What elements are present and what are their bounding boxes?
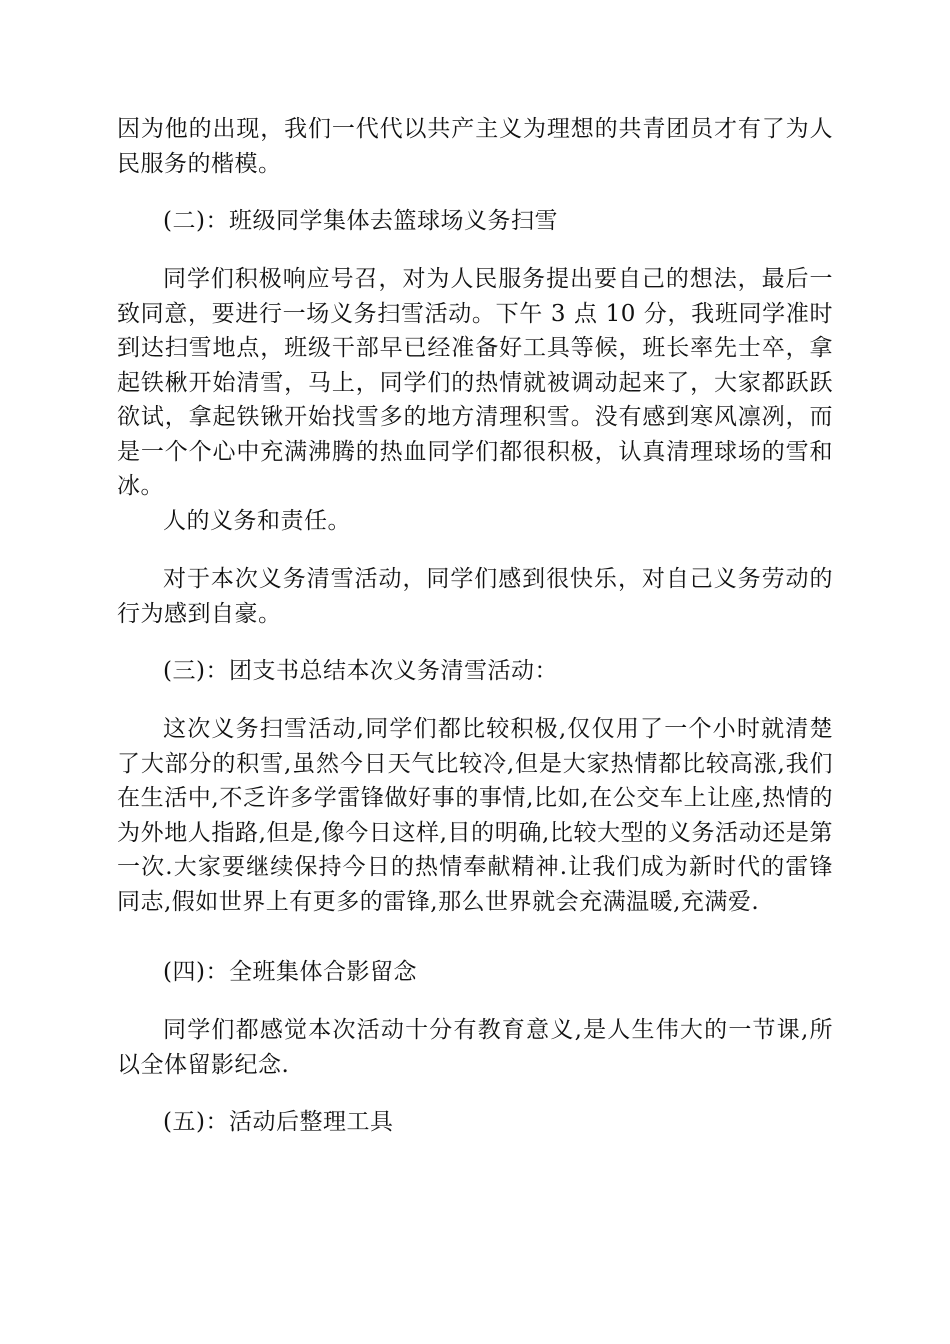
paragraph-continuation: 因为他的出现，我们一代代以共产主义为理想的共青团员才有了为人民服务的楷模。 (117, 116, 833, 177)
section-heading-5: (五)：活动后整理工具 (163, 1109, 394, 1135)
section-heading-4: (四)：全班集体合影留念 (163, 959, 417, 985)
section-heading-3: (三)：团支书总结本次义务清雪活动： (163, 658, 558, 684)
paragraph-duty: 人的义务和责任。 (163, 508, 351, 534)
paragraph-snow-activity: 同学们积极响应号召，对为人民服务提出要自己的想法，最后一致同意，要进行一场义务扫雪活动。下午 3 点 10 分，我班同学准时到达扫雪地点，班级干部早已经准备好工具等候，班长率先士卒，拿起铁楸开始清雪，马上，同学们的热情就被调动起来了，大家都跃跃欲试，拿起铁锹开始找雪多的地方清理积雪。没有感到寒风凛冽，而是一个个心中充满沸腾的热血同学们都很积极，认真清理球场的雪和冰。 (117, 266, 833, 499)
section-heading-2: (二)：班级同学集体去篮球场义务扫雪 (163, 208, 558, 234)
paragraph-photo: 同学们都感觉本次活动十分有教育意义,是人生伟大的一节课,所以全体留影纪念. (117, 1017, 833, 1078)
paragraph-feelings: 对于本次义务清雪活动，同学们感到很快乐，对自己义务劳动的行为感到自豪。 (117, 566, 833, 627)
paragraph-summary: 这次义务扫雪活动,同学们都比较积极,仅仅用了一个小时就清楚了大部分的积雪,虽然今日天气比较冷,但是大家热情都比较高涨,我们在生活中,不乏许多学雷锋做好事的事情,比如,在公交车上让座,热情的为外地人指路,但是,像今日这样,目的明确,比较大型的义务活动还是第一次.大家要继续保持今日的热情奉献精神.让我们成为新时代的雷锋同志,假如世界上有更多的雷锋,那么世界就会充满温暖,充满爱. (117, 716, 833, 915)
